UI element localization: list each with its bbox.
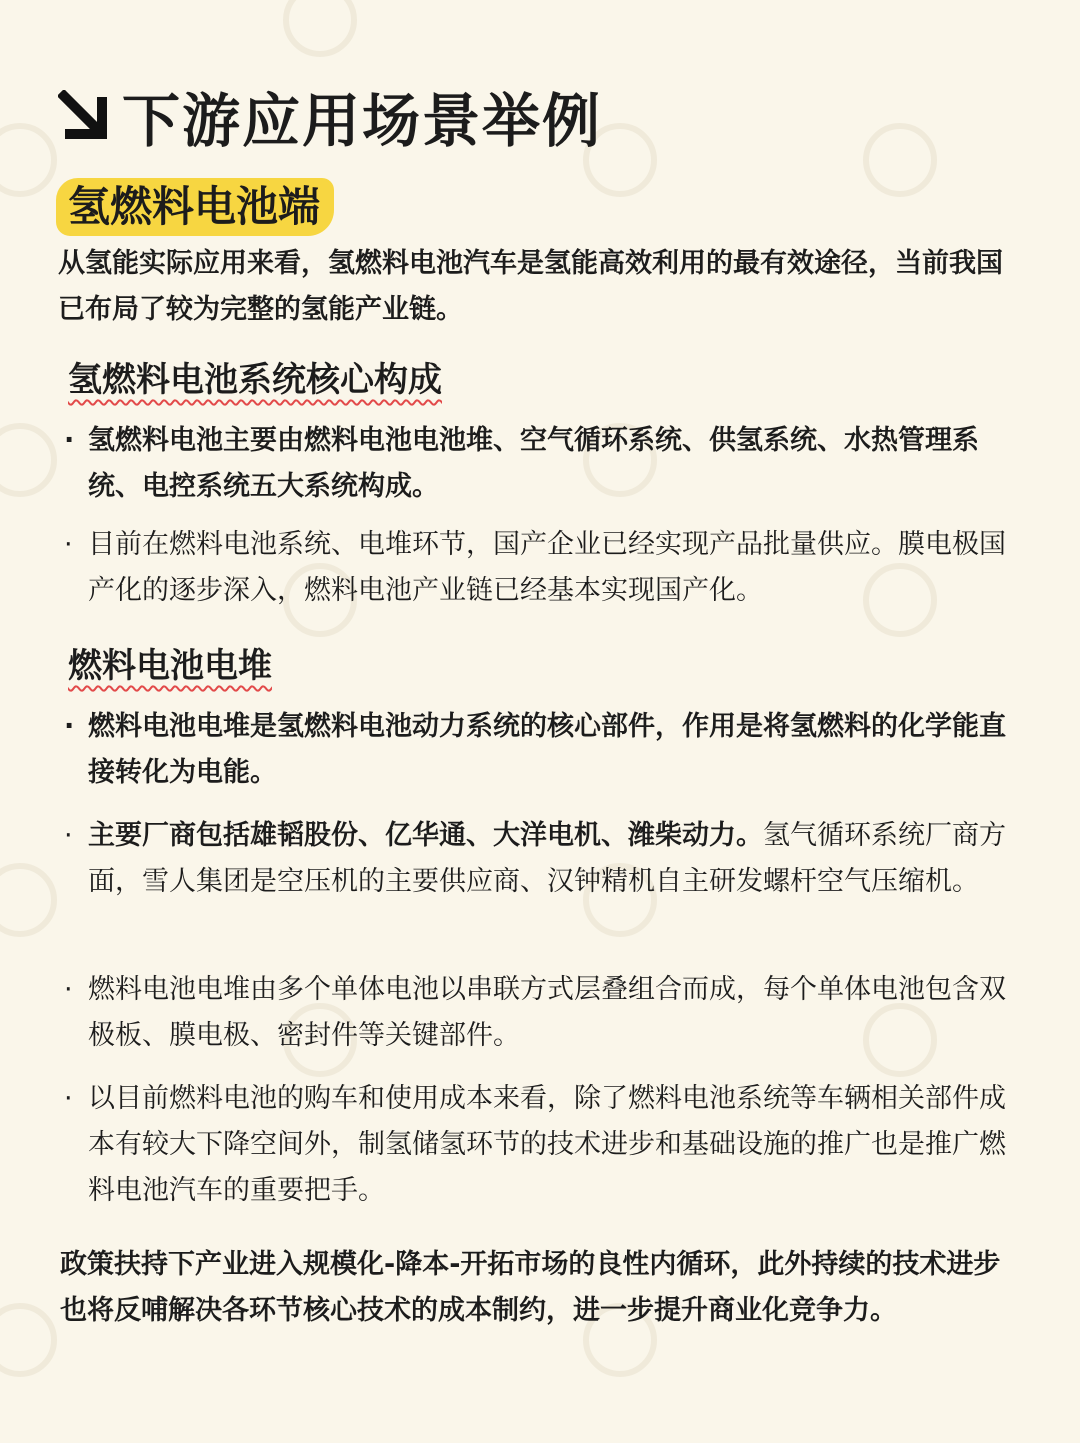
list-item: · 以目前燃料电池的购车和使用成本来看，除了燃料电池系统等车辆相关部件成本有较大下降空间外，制氢储氢环节的技术进步和基础设施的推广也是推广燃料电池汽车的重要把手。 [64, 1076, 1010, 1214]
section-highlight-label: 氢燃料电池端 [56, 178, 334, 236]
intro-paragraph: 从氢能实际应用来看，氢燃料电池汽车是氢能高效利用的最有效途径，当前我国已布局了较为完整的氢能产业链。 [58, 248, 1003, 325]
list-item-text: 以目前燃料电池的购车和使用成本来看，除了燃料电池系统等车辆相关部件成本有较大下降空间外，制氢储氢环节的技术进步和基础设施的推广也是推广燃料电池汽车的重要把手。 [88, 1083, 1006, 1206]
list-item-text: 氢燃料电池主要由燃料电池电池堆、空气循环系统、供氢系统、水热管理系统、电控系统五大系统构成。 [88, 425, 979, 502]
closing-paragraph: 政策扶持下产业进入规模化-降本-开拓市场的良性内循环，此外持续的技术进步也将反哺解决各环节核心技术的成本制约，进一步提升商业化竞争力。 [60, 1249, 1001, 1326]
list-item: · 氢燃料电池主要由燃料电池电池堆、空气循环系统、供氢系统、水热管理系统、电控系统五大系统构成。 [64, 418, 1010, 510]
list-item: · 主要厂商包括雄韬股份、亿华通、大洋电机、潍柴动力。氢气循环系统厂商方面，雪人集团是空压机的主要供应商、汉钟精机自主研发螺杆空气压缩机。 [64, 820, 1006, 897]
page-title-text: 下游应用场景举例 [122, 87, 603, 155]
stack-heading: 燃料电池电堆 [68, 646, 272, 686]
list-item: · 燃料电池电堆由多个单体电池以串联方式层叠组合而成，每个单体电池包含双极板、膜电极、密封件等关键部件。 [64, 967, 1010, 1059]
list-item-text: 目前在燃料电池系统、电堆环节，国产企业已经实现产品批量供应。膜电极国产化的逐步深入，燃料电池产业链已经基本实现国产化。 [88, 529, 1006, 606]
list-item: · 燃料电池电堆是氢燃料电池动力系统的核心部件，作用是将氢燃料的化学能直接转化为电能。 [64, 704, 1010, 796]
list-item-text: 燃料电池电堆是氢燃料电池动力系统的核心部件，作用是将氢燃料的化学能直接转化为电能。 [88, 711, 1006, 788]
list-item: · 目前在燃料电池系统、电堆环节，国产企业已经实现产品批量供应。膜电极国产化的逐步深入，燃料电池产业链已经基本实现国产化。 [64, 522, 1010, 614]
system-heading: 氢燃料电池系统核心构成 [68, 360, 442, 400]
list-item-text-bold: 主要厂商包括雄韬股份、亿华通、大洋电机、潍柴动力。 [88, 820, 763, 851]
list-item-text: 氢气循环系统厂商方面，雪人集团是空压机的主要供应商、汉钟精机自主研发螺杆空气压缩机。 [88, 820, 1006, 897]
arrow-down-right-icon [58, 90, 110, 142]
list-item-text: 燃料电池电堆由多个单体电池以串联方式层叠组合而成，每个单体电池包含双极板、膜电极、密封件等关键部件。 [88, 974, 1006, 1051]
page-title [58, 74, 602, 158]
